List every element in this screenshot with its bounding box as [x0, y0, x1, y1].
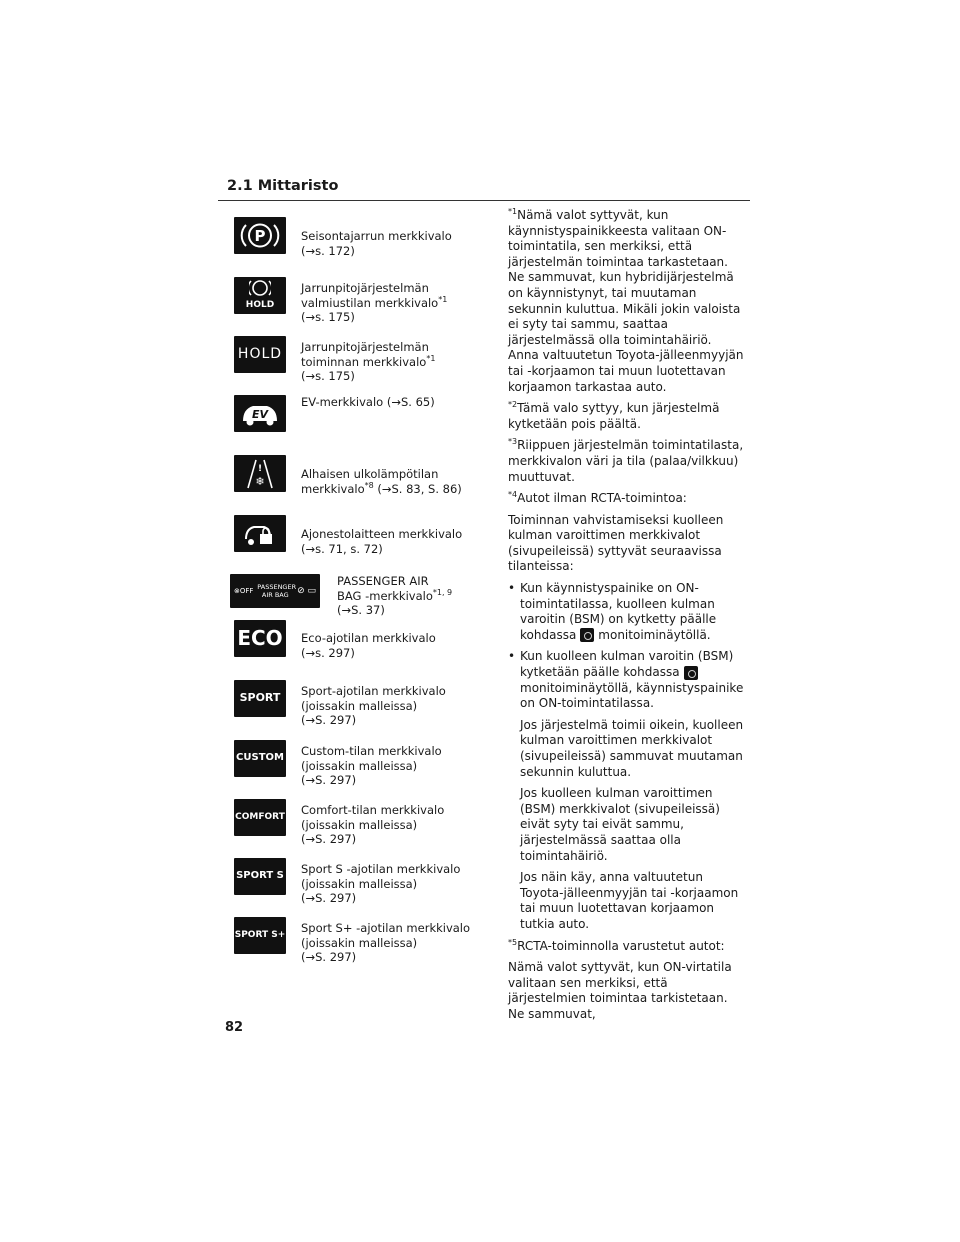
- footnote-5: $^{*5}$RCTA-toiminnolla varustetut autot:: [508, 937, 725, 953]
- brake-hold-operated-icon: HOLD: [234, 336, 286, 373]
- indented-paragraph: Jos järjestelmä toimii oikein, kuolleen kulman varoittimen merkkivalot (sivupeileissä) sammuvat muutaman sekunnin kuluttua.: [520, 717, 744, 779]
- footnote-2: $^{*2}$Tämä valo syttyy, kun järjestelmä kytketään pois päältä.: [508, 400, 720, 431]
- indicator-label: EV-merkkivalo (→S. 65): [301, 395, 435, 409]
- section-title: 2.1 Mittaristo: [227, 178, 339, 194]
- low-temperature-icon: [234, 455, 286, 492]
- footnote-3: $^{*3}$Riippuen järjestelmän toimintatilasta, merkkivalon väri ja tila (palaa/vilkkuu) muuttuvat.: [508, 437, 744, 484]
- indented-paragraph: Jos näin käy, anna valtuutetun Toyota-jälleenmyyjän tai -korjaamon tai muun luotettavan korjaamon tutkia auto.: [520, 870, 739, 931]
- indicator-label: Sport S+ -ajotilan merkkivalo (joissakin malleissa) (→S. 297): [301, 921, 471, 964]
- settings-icon: [580, 628, 594, 642]
- ev-indicator-icon: [234, 395, 286, 432]
- sport-s-mode-icon: SPORT S: [234, 858, 286, 895]
- svg-text:EV: EV: [251, 407, 269, 421]
- indicator-label: Ajonestolaitteen merkkivalo (→s. 71, s. 72): [301, 527, 463, 556]
- footnote-4-paragraph: Toiminnan vahvistamiseksi kuolleen kulman varoittimen merkkivalot (sivupeileissä) syttyvät seuraavissa tilanteissa:: [508, 512, 724, 574]
- parking-brake-icon: [234, 217, 286, 254]
- footnote-5-paragraph: Nämä valot syttyvät, kun ON-virtatila valitaan sen merkiksi, että järjestelmien toimintaa tarkistetaan. Ne sammuvat,: [508, 960, 732, 1021]
- indicator-label: Eco-ajotilan merkkivalo (→s. 297): [301, 631, 436, 660]
- sport-s-plus-mode-icon: SPORT S+: [234, 917, 286, 954]
- passenger-airbag-icon: ⊗OFF PASSENGER AIR BAG ⊘ ▭: [230, 574, 320, 608]
- brake-hold-standby-icon: HOLD: [234, 277, 286, 314]
- indicator-label: Custom-tilan merkkivalo (joissakin malleissa) (→S. 297): [301, 744, 442, 787]
- page-number: 82: [225, 1020, 244, 1035]
- indicator-label: Jarrunpitojärjestelmän toiminnan merkkivalo$^{*1}$ (→s. 175): [301, 340, 436, 383]
- footnotes-column: [508, 208, 746, 1029]
- indicator-label: Jarrunpitojärjestelmän valmiustilan merkkivalo$^{*1}$ (→s. 175): [301, 281, 448, 324]
- svg-text:!: !: [257, 463, 263, 474]
- svg-text:P: P: [254, 227, 266, 245]
- bullet-item: • Kun kuolleen kulman varoitin (BSM) kytketään päälle kohdassamonitoiminäytöllä, käynnistyspainike on ON-toimintatilassa.: [508, 649, 744, 711]
- sport-mode-icon: SPORT: [234, 680, 286, 717]
- svg-text:❄: ❄: [255, 474, 265, 488]
- footnote-1: $^{*1}$Nämä valot syttyvät, kun käynnistyspainikkeesta valitaan ON-toimintatila, sen merkiksi, että järjestelmän toimintaa tarkastetaan. Ne sammuvat, kun hybridijärjestelmä on käynnistynyt, tai muutaman sekunnin kuluttua. Mikäli jokin valoista ei syty tai sammu, saattaa järjestelmässä olla toimintahäiriö. Anna valtuutetun Toyota-jälleenmyyjän tai -korjaamon tai muun luotettavan korjaamon tarkastaa auto.: [508, 207, 744, 394]
- indicator-label: Comfort-tilan merkkivalo (joissakin malleissa) (→S. 297): [301, 803, 445, 846]
- indicator-label: Sport S -ajotilan merkkivalo (joissakin malleissa) (→S. 297): [301, 862, 461, 905]
- section-header: [218, 178, 750, 201]
- indicator-label: Alhaisen ulkolämpötilan merkkivalo$^{*8}$ (→S. 83, S. 86): [301, 467, 462, 496]
- custom-mode-icon: CUSTOM: [234, 740, 286, 777]
- settings-icon: [684, 666, 698, 680]
- comfort-mode-icon: COMFORT: [234, 799, 286, 836]
- indicator-label: Seisontajarrun merkkivalo (→s. 172): [301, 229, 452, 258]
- indicator-label: PASSENGER AIR BAG -merkkivalo$^{*1, 9}$ (→S. 37): [337, 574, 453, 617]
- bullet-item: • Kun käynnistyspainike on ON-toimintatilassa, kuolleen kulman varoitin (BSM) on kytketty päälle kohdassa monitoiminäytöllä.: [508, 581, 717, 642]
- eco-mode-icon: ECO: [234, 620, 286, 657]
- indented-paragraph: Jos kuolleen kulman varoittimen (BSM) merkkivalot (sivupeileissä) eivät syty tai eivät sammu, järjestelmässä saattaa olla toimintahäiriö.: [520, 786, 720, 863]
- indicator-label: Sport-ajotilan merkkivalo (joissakin malleissa) (→S. 297): [301, 684, 446, 727]
- footnote-4: $^{*4}$Autot ilman RCTA-toimintoa:: [508, 490, 687, 506]
- immobilizer-icon: [234, 515, 286, 552]
